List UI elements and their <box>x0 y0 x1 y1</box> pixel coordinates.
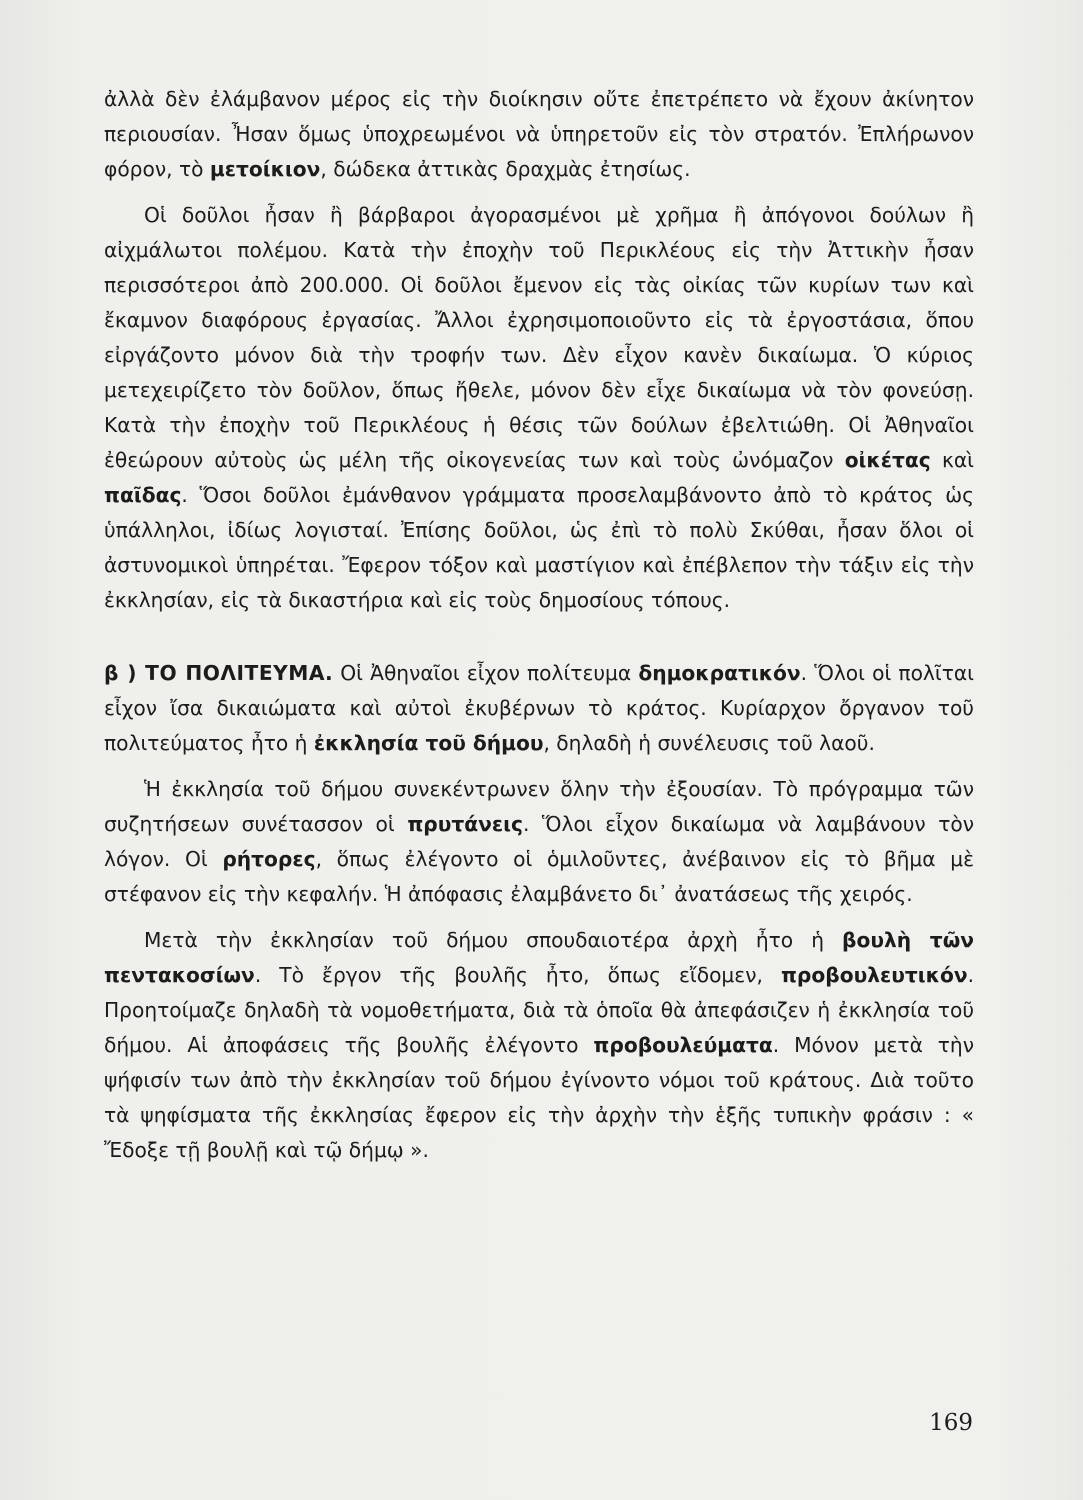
text-run: , ὅπως ἐλέγοντο οἱ ὁμιλοῦντες, ἀνέβαινον εἰς τὸ βῆμα μὲ στέφανον εἰς τὴν κεφαλήν. Ἡ ἀπόφασις ἐλαμβάνετο δι᾽ ἀνατάσεως τῆς χειρός. <box>104 847 974 906</box>
text-run: . Ὅσοι δοῦλοι ἐμάνθανον γράμματα προσελαμβάνοντο ἀπὸ τὸ κράτος ὡς ὑπάλληλοι, ἰδίως λογισταί. Ἐπίσης δοῦλοι, ὡς ἐπὶ τὸ πολὺ Σκύθαι, ἦσαν ὅλοι οἱ ἀστυνομικοὶ ὑπηρέται. Ἔφερον τόξον καὶ μαστίγιον καὶ ἐπέβλεπον τὴν τάξιν εἰς τὴν ἐκκλησίαν, εἰς τὰ δικαστήρια καὶ εἰς τοὺς δημοσίους τόπους. <box>104 483 974 612</box>
bold-term-ekklesia: ἐκκλησία τοῦ δήμου <box>313 731 544 755</box>
bold-term-democratic: δημοκρατικόν <box>638 661 801 685</box>
body-text <box>104 82 974 1168</box>
text-run: , δηλαδὴ ἡ συνέλευσις τοῦ λαοῦ. <box>543 731 875 755</box>
paragraph-metics <box>104 82 974 187</box>
text-run: . Μόνον μετὰ τὴν ψήφισίν των ἀπὸ τὴν ἐκκλησίαν τοῦ δήμου ἐγίνοντο νόμοι τοῦ κράτους. Διὰ τοῦτο τὰ ψηφίσματα τῆς ἐκκλησίας ἔφερον εἰς τὴν ἀρχὴν τὴν ἑξῆς τυπικὴν φράσιν : « Ἔδοξε τῇ βουλῇ καὶ τῷ δήμῳ ». <box>104 1033 974 1162</box>
bold-term-boule: βουλὴ τῶν πεντακοσίων <box>104 928 974 987</box>
paragraph-slaves <box>104 198 974 618</box>
text-run: . Ὅλοι εἶχον δικαίωμα νὰ λαμβάνουν τὸν λόγον. Οἱ <box>104 812 974 871</box>
text-run: Οἱ Ἀθηναῖοι εἶχον πολίτευμα <box>333 661 639 685</box>
bold-term-metoikion: μετοίκιον <box>209 157 321 181</box>
text-run: , δώδεκα ἀττικὰς δραχμὰς ἐτησίως. <box>320 157 691 181</box>
text-run: Οἱ δοῦλοι ἦσαν ἢ βάρβαροι ἀγορασμένοι μὲ χρῆμα ἢ ἀπόγονοι δούλων ἢ αἰχμάλωτοι πολέμου. Κατὰ τὴν ἐποχὴν τοῦ Περικλέους εἰς τὴν Ἀττικὴν ἦσαν περισσότεροι ἀπὸ 200.000. Οἱ δοῦλοι ἔμενον εἰς τὰς οἰκίας τῶν κυρίων των καὶ ἔκαμνον διαφόρους ἐργασίας. Ἄλλοι ἐχρησιμοποιοῦντο εἰς τὰ ἐργοστάσια, ὅπου εἰργάζοντο μόνον διὰ τὴν τροφήν των. Δὲν εἶχον κανὲν δικαίωμα. Ὁ κύριος μετεχειρίζετο τὸν δοῦλον, ὅπως ἤθελε, μόνον δὲν εἶχε δικαίωμα νὰ τὸν φονεύσῃ. Κατὰ τὴν ἐποχὴν τοῦ Περικλέους ἡ θέσις τῶν δούλων ἐβελτιώθη. Οἱ Ἀθηναῖοι ἐθεώρουν αὐτοὺς ὡς μέλη τῆς οἰκογενείας των καὶ τοὺς ὠνόμαζον <box>104 203 974 472</box>
text-run: Ἡ ἐκκλησία τοῦ δήμου συνεκέντρωνεν ὅλην τὴν ἐξουσίαν. Τὸ πρόγραμμα τῶν συζητήσεων συνέτασσον οἱ <box>104 777 974 836</box>
paragraph-assembly <box>104 772 974 912</box>
bold-term-probouleutikon: προβουλευτικόν <box>780 963 968 987</box>
bold-term-probouleumata: προβουλεύματα <box>593 1033 773 1057</box>
text-run: ἀλλὰ δὲν ἐλάμβανον μέρος εἰς τὴν διοίκησιν οὔτε ἐπετρέπετο νὰ ἔχουν ἀκίνητον περιουσίαν. Ἦσαν ὅμως ὑποχρεωμένοι νὰ ὑπηρετοῦν εἰς τὸν στρατόν. Ἐπλήρωνον φόρον, τὸ <box>104 87 974 181</box>
bold-term-rhetores: ρήτορες <box>222 847 316 871</box>
section-heading: β ) ΤΟ ΠΟΛΙΤΕΥΜΑ. <box>104 661 334 685</box>
text-run: . Προητοίμαζε δηλαδὴ τὰ νομοθετήματα, διὰ τὰ ὁποῖα θὰ ἀπεφάσιζεν ἡ ἐκκλησία τοῦ δήμου. Αἱ ἀποφάσεις τῆς βουλῆς ἐλέγοντο <box>104 963 974 1057</box>
text-run: . Ὅλοι οἱ πολῖται εἶχον ἴσα δικαιώματα καὶ αὐτοὶ ἐκυβέρνων τὸ κράτος. Κυρίαρχον ὄργανον τοῦ πολιτεύματος ἦτο ἡ <box>104 661 974 755</box>
paragraph-polity <box>104 656 974 761</box>
paragraph-boule <box>104 923 974 1168</box>
text-run: . Τὸ ἔργον τῆς βουλῆς ἦτο, ὅπως εἴδομεν, <box>254 963 781 987</box>
page-number: 169 <box>929 1410 973 1436</box>
text-run: Μετὰ τὴν ἐκκλησίαν τοῦ δήμου σπουδαιοτέρα ἀρχὴ ἦτο ἡ <box>144 928 843 952</box>
bold-term-oiketas: οἰκέτας <box>844 448 931 472</box>
bold-term-paidas: παῖδας <box>104 483 182 507</box>
bold-term-prytaneis: πρυτάνεις <box>407 812 523 836</box>
text-run: καὶ <box>930 448 974 472</box>
